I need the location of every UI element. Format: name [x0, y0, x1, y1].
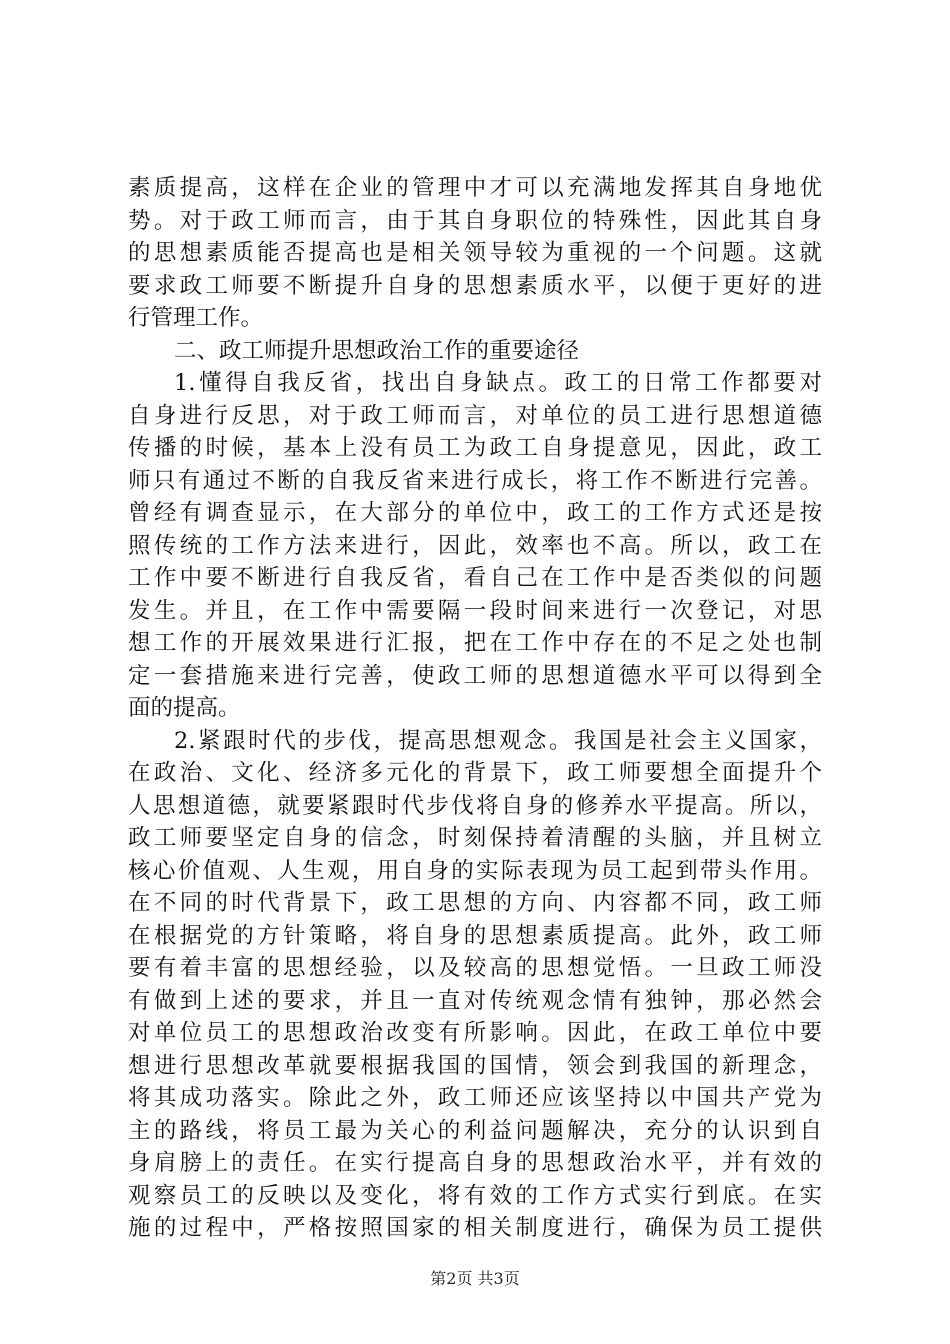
text-line: 师只有通过不断的自我反省来进行成长，将工作不断进行完善。 — [128, 467, 822, 494]
text-line: 工作中要不断进行自我反省，看自己在工作中是否类似的问题 — [128, 565, 822, 591]
text-line: 主的路线，将员工最为关心的利益问题解决，充分的认识到自 — [128, 1117, 822, 1144]
text-line: 要求政工师要不断提升自身的思想素质水平，以便于更好的进 — [128, 272, 822, 299]
page-number: 第2页 共3页 — [430, 1269, 520, 1288]
text-line: 对单位员工的思想政治改变有所影响。因此，在政工单位中要 — [128, 1020, 822, 1046]
text-line: 照传统的工作方法来进行，因此，效率也不高。所以，政工在 — [128, 532, 822, 559]
text-line: 势。对于政工师而言，由于其自身职位的特殊性，因此其自身 — [128, 207, 822, 234]
text-line: 的思想素质能否提高也是相关领导较为重视的一个问题。这就 — [128, 240, 822, 266]
text-line: 要有着丰富的思想经验，以及较高的思想觉悟。一旦政工师没 — [128, 955, 822, 981]
text-line: 将其成功落实。除此之外，政工师还应该坚持以中国共产党为 — [128, 1085, 822, 1111]
text-line: 有做到上述的要求，并且一直对传统观念情有独钟，那必然会 — [128, 987, 822, 1014]
body-text — [128, 172, 822, 1245]
text-line: 政工师要坚定自身的信念，时刻保持着清醒的头脑，并且树立 — [128, 825, 822, 851]
text-line: 传播的时候，基本上没有员工为政工自身提意见，因此，政工 — [128, 435, 822, 461]
text-line: 核心价值观、人生观，用自身的实际表现为员工起到带头作用。 — [128, 857, 822, 884]
text-line: 行管理工作。 — [128, 305, 264, 331]
text-line: 2.紧跟时代的步伐，提高思想观念。我国是社会主义国家， — [174, 727, 822, 754]
text-line: 发生。并且，在工作中需要隔一段时间来进行一次登记，对思 — [128, 597, 822, 624]
text-line: 身肩膀上的责任。在实行提高自身的思想政治水平，并有效的 — [128, 1150, 822, 1176]
text-line: 1.懂得自我反省，找出自身缺点。政工的日常工作都要对 — [174, 370, 822, 396]
text-line: 定一套措施来进行完善，使政工师的思想道德水平可以得到全 — [128, 662, 822, 689]
section-heading: 二、政工师提升思想政治工作的重要途径 — [174, 337, 580, 364]
text-line: 在不同的时代背景下，政工思想的方向、内容都不同，政工师 — [128, 890, 822, 916]
text-line: 观察员工的反映以及变化，将有效的工作方式实行到底。在实 — [128, 1182, 822, 1209]
text-line: 曾经有调查显示，在大部分的单位中，政工的工作方式还是按 — [128, 500, 822, 526]
text-line: 人思想道德，就要紧跟时代步伐将自身的修养水平提高。所以， — [128, 792, 822, 819]
text-line: 想进行思想改革就要根据我国的国情，领会到我国的新理念， — [128, 1052, 822, 1079]
text-line: 在政治、文化、经济多元化的背景下，政工师要想全面提升个 — [128, 760, 822, 786]
text-line: 在根据党的方针策略，将自身的思想素质提高。此外，政工师 — [128, 922, 822, 949]
text-line: 素质提高，这样在企业的管理中才可以充满地发挥其自身地优 — [128, 175, 822, 201]
text-line: 自身进行反思，对于政工师而言，对单位的员工进行思想道德 — [128, 402, 822, 429]
text-line: 面的提高。 — [128, 695, 241, 721]
text-line: 想工作的开展效果进行汇报，把在工作中存在的不足之处也制 — [128, 630, 822, 656]
text-line: 施的过程中，严格按照国家的相关制度进行，确保为员工提供 — [128, 1215, 822, 1241]
